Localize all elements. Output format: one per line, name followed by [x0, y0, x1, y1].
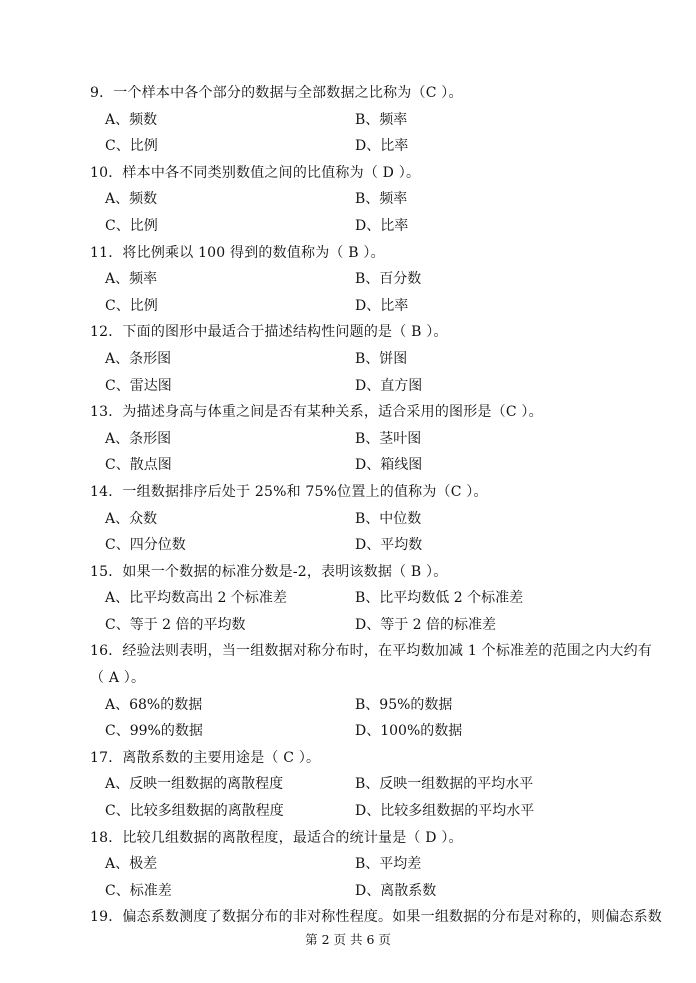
option-d: D、箱线图 — [355, 457, 423, 474]
option-row — [90, 798, 675, 825]
option-d: D、比率 — [355, 297, 409, 314]
option-row — [90, 213, 675, 240]
option-c: C、99%的数据 — [105, 723, 203, 740]
option-c: C、比例 — [105, 297, 158, 314]
option-row — [90, 771, 675, 798]
option-row — [90, 346, 675, 373]
option-a: A、频数 — [105, 111, 158, 128]
option-row — [90, 133, 675, 160]
option-row — [90, 612, 675, 639]
option-d: D、平均数 — [355, 537, 423, 554]
option-row — [90, 718, 675, 745]
option-row — [90, 532, 675, 559]
option-c: C、散点图 — [105, 457, 172, 474]
option-a: A、68%的数据 — [105, 696, 203, 713]
option-row — [90, 585, 675, 612]
question-stem: 9．一个样本中各个部分的数据与全部数据之比称为（C ）。 — [90, 85, 463, 101]
option-row — [90, 186, 675, 213]
question-stem: 16．经验法则表明，当一组数据对称分布时，在平均数加减 1 个标准差的范围之内大约有 — [90, 643, 653, 660]
option-a: A、极差 — [105, 856, 158, 873]
option-d: D、100%的数据 — [355, 723, 463, 740]
question-list — [90, 80, 675, 931]
option-c: C、比例 — [105, 138, 158, 155]
option-b: B、比平均数低 2 个标准差 — [355, 590, 524, 607]
option-row — [90, 878, 675, 905]
option-b: B、反映一组数据的平均水平 — [355, 776, 534, 793]
question-stem: 14．一组数据排序后处于 25%和 75%位置上的值称为（C ）。 — [90, 483, 488, 500]
option-b: B、中位数 — [355, 510, 422, 527]
option-d: D、直方图 — [355, 377, 423, 394]
question-stem: 19．偏态系数测度了数据分布的非对称性程度。如果一组数据的分布是对称的，则偏态系数 — [90, 909, 663, 926]
option-c: C、标准差 — [105, 882, 172, 899]
question-stem: 17．离散系数的主要用途是（ C ）。 — [90, 749, 321, 766]
question-stem: 12．下面的图形中最适合于描述结构性问题的是（ B ）。 — [90, 324, 448, 341]
option-a: A、频率 — [105, 271, 158, 288]
question-stem: 13．为描述身高与体重之间是否有某种关系，适合采用的图形是（C ）。 — [90, 404, 543, 421]
option-a: A、条形图 — [105, 430, 172, 447]
option-c: C、比例 — [105, 217, 158, 234]
option-c: C、比较多组数据的离散程度 — [105, 803, 284, 820]
option-row — [90, 293, 675, 320]
question-stem: 18．比较几组数据的离散程度，最适合的统计量是（ D ）。 — [90, 829, 463, 846]
option-a: A、比平均数高出 2 个标准差 — [105, 590, 287, 607]
option-row — [90, 851, 675, 878]
option-b: B、频率 — [355, 111, 408, 128]
option-c: C、等于 2 倍的平均数 — [105, 616, 246, 633]
question-stem-continuation: （ A ）。 — [90, 670, 146, 687]
option-row — [90, 506, 675, 533]
option-d: D、比率 — [355, 217, 409, 234]
question-stem: 15．如果一个数据的标准分数是-2，表明该数据（ B ）。 — [90, 563, 448, 580]
option-c: C、雷达图 — [105, 377, 172, 394]
option-d: D、离散系数 — [355, 882, 437, 899]
option-b: B、茎叶图 — [355, 430, 422, 447]
option-b: B、百分数 — [355, 271, 422, 288]
option-row — [90, 107, 675, 134]
option-b: B、饼图 — [355, 350, 408, 367]
option-row — [90, 452, 675, 479]
option-c: C、四分位数 — [105, 537, 186, 554]
option-a: A、条形图 — [105, 350, 172, 367]
option-b: B、95%的数据 — [355, 696, 453, 713]
option-a: A、反映一组数据的离散程度 — [105, 776, 284, 793]
option-b: B、平均差 — [355, 856, 422, 873]
question-stem: 11．将比例乘以 100 得到的数值称为（ B ）。 — [90, 244, 385, 261]
page-footer: 第 2 页 共 6 页 — [305, 932, 391, 947]
option-b: B、频率 — [355, 191, 408, 208]
option-d: D、等于 2 倍的标准差 — [355, 616, 497, 633]
option-a: A、频数 — [105, 191, 158, 208]
option-row — [90, 373, 675, 400]
option-d: D、比率 — [355, 138, 409, 155]
question-stem: 10．样本中各不同类别数值之间的比值称为（ D ）。 — [90, 164, 421, 181]
option-a: A、众数 — [105, 510, 158, 527]
option-row — [90, 426, 675, 453]
option-row — [90, 692, 675, 719]
option-row — [90, 266, 675, 293]
option-d: D、比较多组数据的平均水平 — [355, 803, 535, 820]
